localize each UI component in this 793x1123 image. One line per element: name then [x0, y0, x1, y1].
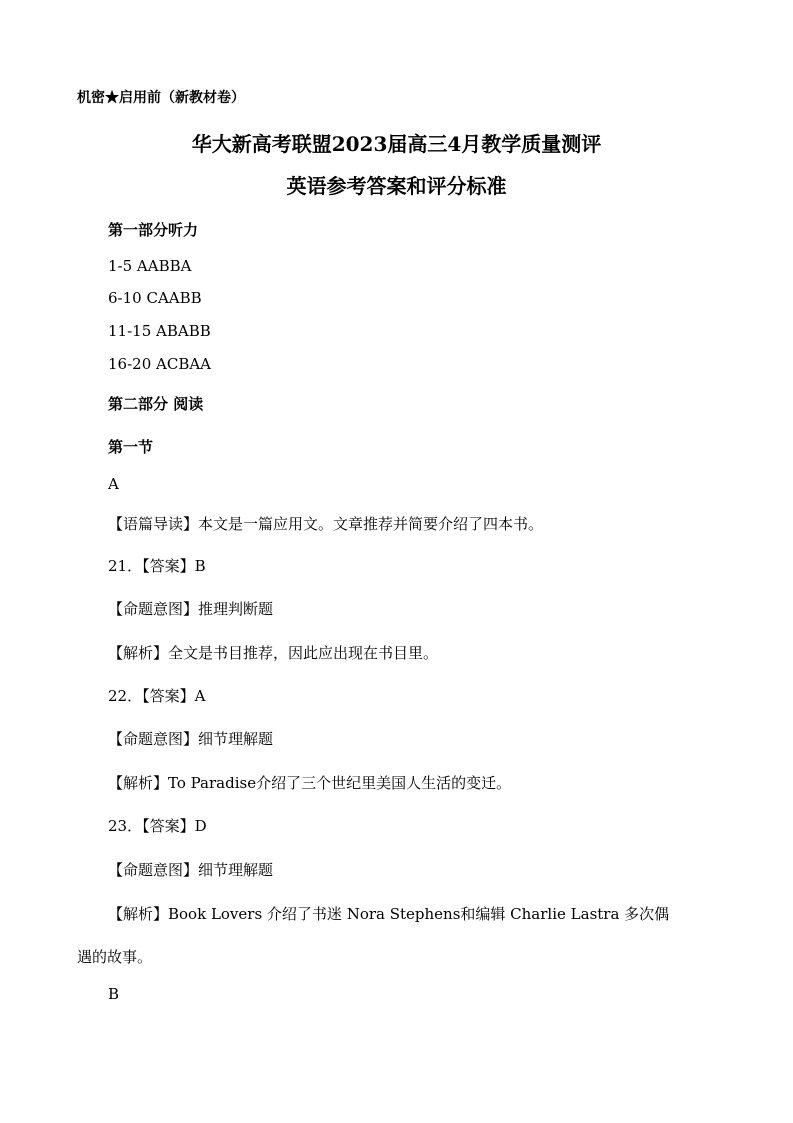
question-intent: 【命题意图】细节理解题	[108, 730, 274, 748]
part2-heading: 第二部分 阅读	[108, 395, 204, 413]
answer-row: 11-15 ABABB	[108, 322, 211, 340]
answer-row: 16-20 ACBAA	[108, 355, 212, 373]
question-answer: 22．【答案】A	[108, 687, 206, 705]
question-analysis: 【解析】Book Lovers 介绍了书迷 Nora Stephens和编辑 Charlie Lastra 多次偶	[108, 905, 670, 923]
question-analysis: 【解析】To Paradise介绍了三个世纪里美国人生活的变迁。	[108, 774, 512, 792]
question-analysis: 【解析】全文是书目推荐，因此应出现在书目里。	[108, 644, 439, 662]
question-intent: 【命题意图】推理判断题	[108, 600, 274, 618]
section-heading: 第一节	[108, 438, 154, 456]
passage-label: A	[108, 475, 119, 493]
document-subtitle: 英语参考答案和评分标准	[286, 174, 507, 198]
passage-label: B	[108, 985, 120, 1003]
answer-row: 1-5 AABBA	[108, 257, 192, 275]
confidential-label: 机密★启用前（新教材卷）	[77, 90, 245, 106]
question-answer: 21．【答案】B	[108, 557, 206, 575]
answer-row: 6-10 CAABB	[108, 289, 202, 307]
document-title: 华大新高考联盟2023届高三4月教学质量测评	[191, 132, 602, 156]
question-answer: 23．【答案】D	[108, 817, 207, 835]
part1-heading: 第一部分听力	[108, 221, 199, 239]
question-analysis-continued: 遇的故事。	[77, 948, 153, 966]
passage-intro: 【语篇导读】本文是一篇应用文。文章推荐并简要介绍了四本书。	[108, 515, 544, 533]
question-intent: 【命题意图】细节理解题	[108, 861, 274, 879]
